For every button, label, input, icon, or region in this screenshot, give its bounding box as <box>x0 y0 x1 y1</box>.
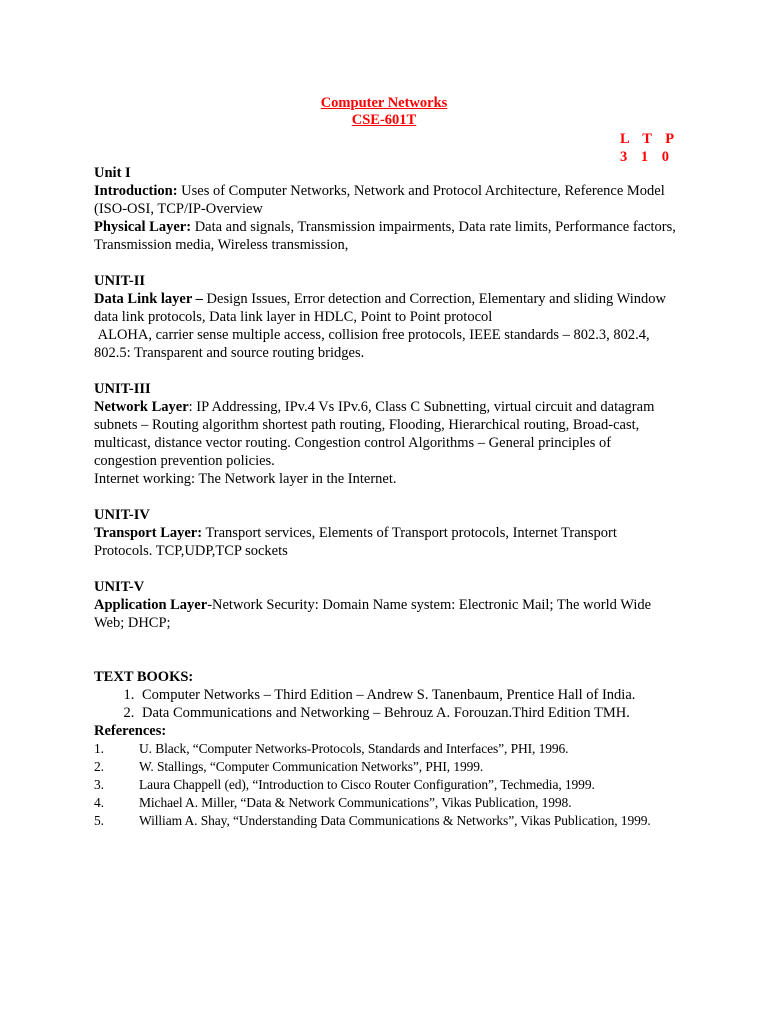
topic-text: -Network Security: Domain Name system: Electronic Mail; The world Wide Web; DHCP; <box>94 597 652 631</box>
course-code: CSE-601T <box>351 112 417 128</box>
syllabus-content <box>94 164 676 830</box>
reference-item <box>94 794 676 812</box>
topic-lead: Transport Layer: <box>94 525 203 541</box>
unit-paragraph <box>94 524 676 560</box>
reference-number: 3. <box>94 777 104 792</box>
unit-paragraph <box>94 596 676 632</box>
topic-text: Design Issues, Error detection and Correction, Elementary and sliding Window data link protocols, Data link layer in HDLC, Point to Point protocol <box>94 291 666 325</box>
course-title: Computer Networks <box>320 95 448 111</box>
ltp-labels: L T P <box>620 131 680 147</box>
reference-text: Laura Chappell (ed), “Introduction to Cisco Router Configuration”, Techmedia, 1999. <box>139 777 595 792</box>
topic-text: Internet working: The Network layer in the Internet. <box>94 471 397 487</box>
reference-text: William A. Shay, “Understanding Data Communications & Networks”, Vikas Publication, 1999. <box>139 813 651 828</box>
ltp-values: 3 1 0 <box>620 149 674 165</box>
unit-paragraph <box>94 398 676 470</box>
unit-5 <box>94 578 676 632</box>
reference-number: 1. <box>94 741 104 756</box>
unit-paragraph <box>94 218 676 254</box>
reference-item <box>94 812 676 830</box>
unit-heading: UNIT-III <box>94 381 151 397</box>
unit-paragraph <box>94 182 676 218</box>
title-block <box>0 94 768 128</box>
topic-text: Uses of Computer Networks, Network and Protocol Architecture, Reference Model (ISO-OSI, TCP/IP-Overview <box>94 183 665 217</box>
unit-heading: UNIT-V <box>94 579 145 595</box>
topic-lead: Introduction: <box>94 183 178 199</box>
topic-text: ALOHA, carrier sense multiple access, collision free protocols, IEEE standards – 802.3, 802.4, 802.5: Transparent and source routing bridges. <box>94 327 650 361</box>
topic-text: Data and signals, Transmission impairments, Data rate limits, Performance factors, Transmission media, Wireless transmission, <box>94 219 676 253</box>
reference-item <box>94 776 676 794</box>
reference-number: 2. <box>94 759 104 774</box>
unit-heading: Unit I <box>94 165 131 181</box>
topic-text: Transport services, Elements of Transport protocols, Internet Transport Protocols. TCP,UDP,TCP sockets <box>94 525 617 559</box>
unit-3 <box>94 380 676 488</box>
topic-lead: Physical Layer: <box>94 219 192 235</box>
unit-heading: UNIT-IV <box>94 507 150 523</box>
topic-lead: Data Link layer – <box>94 291 203 307</box>
topic-lead: Network Layer <box>94 399 189 415</box>
unit-paragraph <box>94 470 676 488</box>
text-book-item: 2. Data Communications and Networking – Behrouz A. Forouzan.Third Edition TMH. <box>138 704 676 722</box>
reference-number: 5. <box>94 813 104 828</box>
topic-lead: Application Layer <box>94 597 208 613</box>
reference-item <box>94 740 676 758</box>
text-books-list <box>94 686 676 722</box>
unit-2 <box>94 272 676 362</box>
text-books-heading: TEXT BOOKS: <box>94 669 194 685</box>
unit-heading: UNIT-II <box>94 273 146 289</box>
ltp-block <box>620 130 679 166</box>
references-list <box>94 740 676 830</box>
topic-text: : IP Addressing, IPv.4 Vs IPv.6, Class C Subnetting, virtual circuit and datagram subnets – Routing algorithm shortest path routing, Flooding, Hierarchical routing, Broad-cast, multicast, distance vector routing. Congestion control Algorithms – General principles of congestion prevention policies. <box>94 399 655 469</box>
reference-item <box>94 758 676 776</box>
reference-text: Michael A. Miller, “Data & Network Communications”, Vikas Publication, 1998. <box>139 795 572 810</box>
unit-4 <box>94 506 676 560</box>
reference-number: 4. <box>94 795 104 810</box>
unit-paragraph <box>94 290 676 326</box>
reference-text: W. Stallings, “Computer Communication Networks”, PHI, 1999. <box>139 759 484 774</box>
text-book-item: 1. Computer Networks – Third Edition – Andrew S. Tanenbaum, Prentice Hall of India. <box>138 686 676 704</box>
unit-paragraph <box>94 326 676 362</box>
references-heading: References: <box>94 723 167 739</box>
unit-1 <box>94 164 676 254</box>
reference-text: U. Black, “Computer Networks-Protocols, Standards and Interfaces”, PHI, 1996. <box>139 741 569 756</box>
